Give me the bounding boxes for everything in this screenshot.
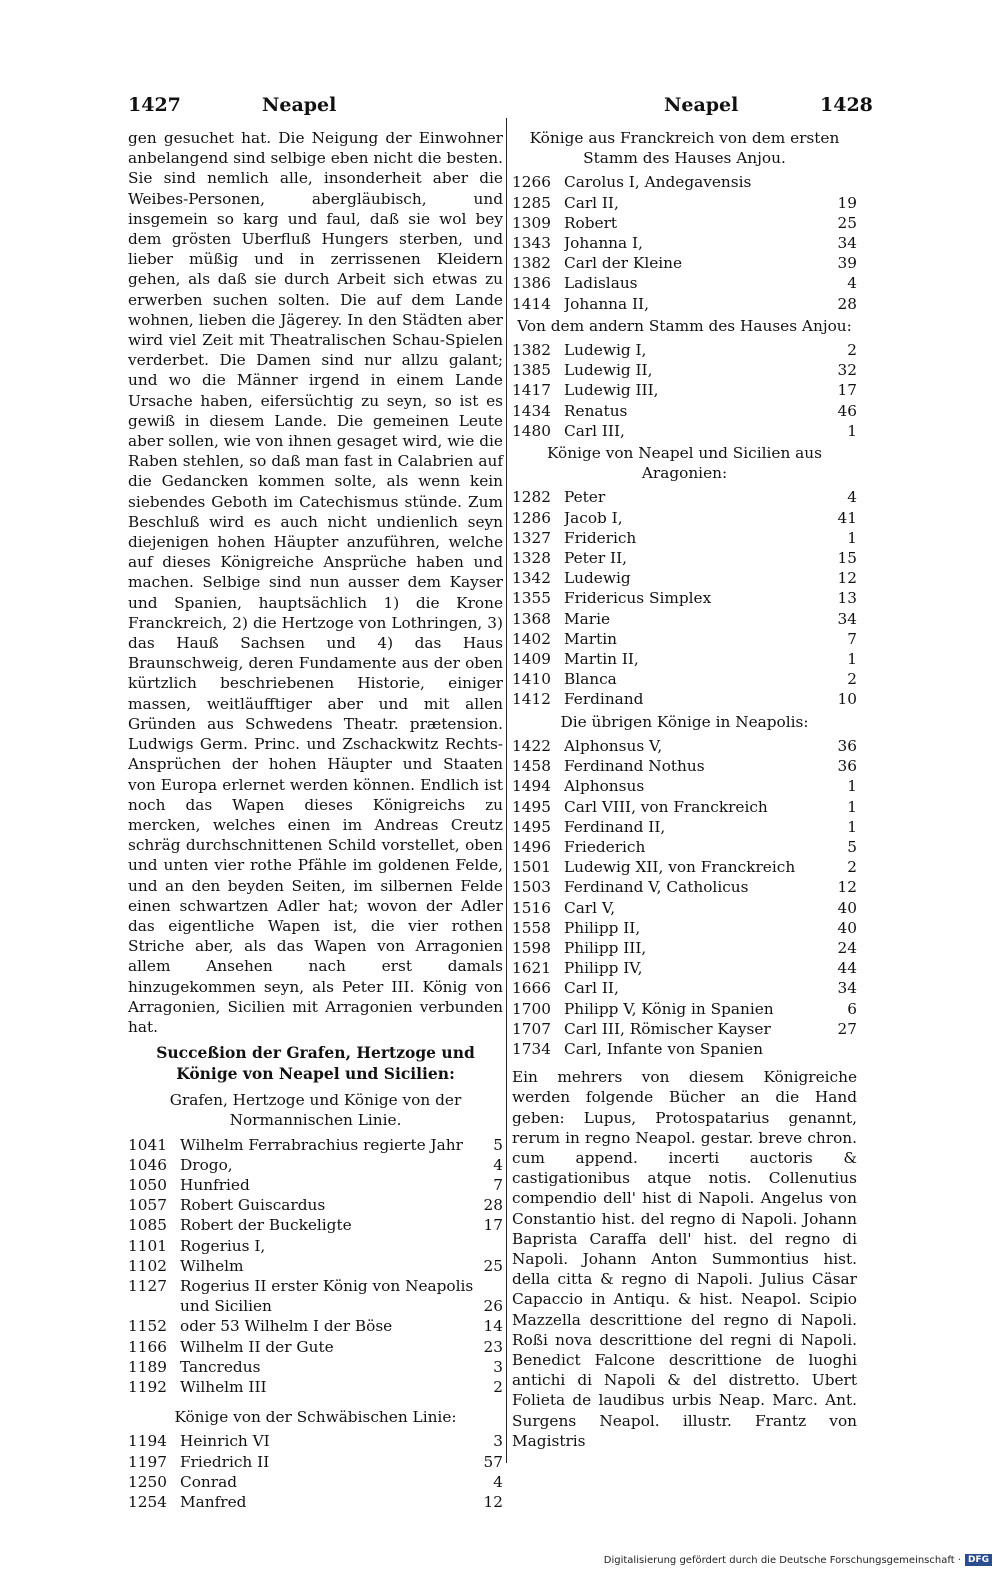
ruler-reign-years: 34 [837,609,857,628]
ruler-row [512,609,857,629]
ruler-year: 1101 [128,1236,167,1255]
ruler-row [512,273,857,293]
ruler-year: 1194 [128,1432,167,1451]
ruler-year: 1496 [512,837,551,856]
ruler-reign-years: 6 [847,999,857,1018]
ruler-row [128,1256,503,1276]
ruler-reign-years: 12 [837,569,857,588]
ruler-name: und Sicilien [180,1297,272,1316]
ruler-reign-years [831,172,857,192]
ruler-row [512,1019,857,1039]
ruler-name: Ludewig I, [564,341,647,360]
ruler-row [128,1337,503,1357]
ruler-row [512,817,857,837]
ruler-reign-years: 26 [483,1297,503,1316]
ruler-reign-years: 7 [847,629,857,648]
ruler-row [128,1215,503,1235]
ruler-year: 1402 [512,629,551,648]
ruler-row [128,1316,503,1336]
ruler-row [512,958,857,978]
ruler-name: Philipp II, [564,918,641,937]
ruler-year: 1046 [128,1155,167,1174]
ruler-reign-years: 28 [483,1196,503,1215]
rest-heading: Die übrigen Könige in Neapolis: [560,712,809,731]
ruler-name: Johanna I, [564,234,643,253]
ruler-name: Hunfried [180,1175,250,1194]
ruler-name: Wilhelm II der Gute [180,1337,334,1356]
ruler-reign-years: 46 [837,401,857,420]
ruler-name: Carl der Kleine [564,254,683,273]
ruler-name: Martin II, [564,650,639,669]
ruler-name: Blanca [564,670,617,689]
ruler-row [512,508,857,528]
ruler-reign-years: 3 [493,1432,503,1451]
ruler-row [128,1431,503,1451]
ruler-year: 1621 [512,959,551,978]
ruler-name: Jacob I, [564,508,623,527]
ruler-year [128,1296,180,1316]
ruler-name: Alphonsus V, [564,736,663,755]
ruler-name: Renatus [564,401,628,420]
ruler-row [128,1135,503,1155]
succession-heading: Succeßion der Grafen, Hertzoge und Könige von Neapel und Sicilien: [156,1043,475,1083]
ruler-reign-years: 1 [847,777,857,796]
ruler-reign-years: 4 [493,1472,503,1491]
ruler-name: Rogerius I, [180,1236,266,1255]
ruler-row [512,233,857,253]
ruler-year: 1495 [512,817,551,836]
ruler-year: 1266 [512,173,551,192]
ruler-row [512,172,857,192]
right-page-number: 1428 [820,94,873,116]
ruler-name: Carolus I, Andegavensis [564,173,752,192]
ruler-reign-years [477,1236,503,1256]
ruler-year: 1516 [512,898,551,917]
ruler-row [512,649,857,669]
ruler-row [128,1296,503,1316]
rest-table [512,736,857,1059]
ruler-name: Robert Guiscardus [180,1196,326,1215]
ruler-row [512,978,857,998]
ruler-reign-years: 40 [837,918,857,937]
ruler-reign-years: 2 [847,670,857,689]
ruler-name: Wilhelm Ferrabrachius regierte Jahr [180,1135,463,1154]
ruler-name: Robert der Buckeligte [180,1216,352,1235]
ruler-reign-years: 2 [847,341,857,360]
ruler-reign-years: 19 [837,193,857,212]
ruler-row [512,528,857,548]
ruler-year: 1041 [128,1135,167,1154]
ruler-name: Ludewig II, [564,361,653,380]
ruler-reign-years: 41 [837,508,857,527]
ruler-name: Ludewig [564,569,631,588]
ruler-name: Martin [564,629,617,648]
ruler-reign-years: 1 [847,797,857,816]
ruler-row [512,689,857,709]
ruler-reign-years: 1 [847,817,857,836]
ruler-year: 1368 [512,609,551,628]
column-divider [506,118,507,1463]
ruler-row [128,1452,503,1472]
ruler-year: 1152 [128,1317,167,1336]
ruler-reign-years: 1 [847,650,857,669]
ruler-row [128,1357,503,1377]
ruler-reign-years: 57 [483,1452,503,1471]
ruler-reign-years: 14 [483,1317,503,1336]
ruler-year: 1102 [128,1256,167,1275]
ruler-row [512,756,857,776]
ruler-reign-years: 24 [837,938,857,957]
ruler-reign-years: 10 [837,690,857,709]
ruler-reign-years: 32 [837,361,857,380]
norman-heading: Grafen, Hertzoge und Könige von der Normannischen Linie. [169,1091,462,1130]
ruler-name: Carl III, [564,421,625,440]
ruler-year: 1309 [512,213,551,232]
ruler-name: Carl III, Römischer Kayser [564,1019,771,1038]
ruler-name: Heinrich VI [180,1432,270,1451]
ruler-row [512,938,857,958]
ruler-reign-years: 1 [847,528,857,547]
ruler-year: 1386 [512,274,551,293]
ruler-name: Ferdinand Nothus [564,757,705,776]
aragon-table [512,487,857,709]
ruler-row [512,588,857,608]
left-page-number: 1427 [128,94,181,116]
ruler-reign-years: 34 [837,979,857,998]
ruler-year: 1501 [512,858,551,877]
ruler-name: Alphonsus [564,777,645,796]
ruler-reign-years: 12 [483,1493,503,1511]
ruler-reign-years: 12 [837,878,857,897]
ruler-year: 1480 [512,421,551,440]
ruler-year: 1355 [512,589,551,608]
ruler-name: Peter [564,488,606,507]
ruler-row [512,253,857,273]
ruler-row [512,797,857,817]
ruler-year: 1700 [512,999,551,1018]
left-body-text: gen gesuchet hat. Die Neigung der Einwohner anbelangend sind selbige eben nicht die besten. Sie sind nemlich alle, insonderheit aber die Weibes-Personen, abergläubisch, und insgemein so karg und faul, daß sie wol bey dem grösten Uberfluß Hungers sterben, und lieber müßig und in zerrissenen Kleidern gehen, als daß sie durch Arbeit sich etwas zu erwerben suchen solten. Die auf dem Lande wohnen, lieben die Jägerey. In den Städten aber wird viel Zeit mit Theatralischen Schau-Spielen verderbet. Die Damen sind nur allzu galant; und wo die Männer irgend in einem Lande Ursache haben, eifersüchtig zu seyn, so ist es gewiß in diesem Lande. Die gemeinen Leute aber sollen, wie von ihnen gesaget wird, wie die Raben stehlen, so daß man fast in Calabrien auf die Gedancken kommen solte, als wenn kein siebendes Geboth im Catechismus stünde. Zum Beschluß wird es auch nicht undienlich seyn diejenigen hohen Häupter anzuführen, welche auf dieses Königreiche Ansprüche haben und machen. Selbige sind nun ausser dem Kayser und Spanien, hauptsächlich 1) die Krone Franckreich, 2) die Hertzoge von Lothringen, 3) das Hauß Sachsen und 4) das Haus Braunschweig, deren Fundamente aus der oben kürtzlich beschriebenen Historie, einiger massen, weitläufftiger aber und mit allen Gründen aus Schwedens Theatr. prætension. Ludwigs Germ. Princ. und Zschackwitz Rechts-Ansprüchen der hohen Häupter und Staaten von Europa erlernet werden können. Endlich ist noch das Wapen dieses Königreichs zu mercken, welches einen im Andreas Creutz schräg durchschnittenen Schild vorstellet, oben und unten vier rothe Pfähle im goldenen Felde, und an den beyden Seiten, im silbernen Felde einen schwartzen Adler hat; wovon der Adler das eigentliche Wapen ist, die vier rothen Striche aber, als das Wapen von Arragonien allem Ansehen nach erst damals hinzugekommen seyn, als Peter III. König von Arragonien, Sicilien mit Arragonien verbunden hat. [128,129,503,1036]
ruler-name: Ferdinand V, Catholicus [564,878,749,897]
ruler-year: 1085 [128,1216,167,1235]
ruler-year: 1734 [512,1039,551,1058]
ruler-year: 1598 [512,938,551,957]
ruler-name: Robert [564,213,618,232]
ruler-row [512,548,857,568]
ruler-name: oder 53 Wilhelm I der Böse [180,1317,393,1336]
ruler-row [128,1472,503,1492]
ruler-row [512,857,857,877]
ruler-reign-years: 4 [493,1155,503,1174]
ruler-name: Conrad [180,1472,237,1491]
ruler-year: 1254 [128,1493,167,1511]
ruler-row [512,294,857,314]
ruler-row [128,1377,503,1397]
ruler-reign-years: 27 [837,1019,857,1038]
aragon-heading: Könige von Neapel und Sicilien aus Aragonien: [547,444,822,483]
ruler-row [512,629,857,649]
ruler-row [512,401,857,421]
ruler-reign-years: 40 [837,898,857,917]
ruler-name: Philipp V, König in Spanien [564,999,774,1018]
ruler-name: Wilhelm III [180,1377,267,1396]
ruler-year: 1342 [512,569,551,588]
ruler-row [512,898,857,918]
ruler-name: Peter II, [564,549,627,568]
ruler-name: Tancredus [180,1357,261,1376]
ruler-row [128,1175,503,1195]
ruler-reign-years [831,1039,857,1059]
ruler-year: 1192 [128,1377,167,1396]
ruler-year: 1343 [512,234,551,253]
ruler-name: Carl, Infante von Spanien [564,1039,763,1058]
ruler-name: Manfred [180,1493,247,1511]
ruler-name: Johanna II, [564,294,649,313]
ruler-row [512,340,857,360]
ruler-name: Ferdinand II, [564,817,666,836]
ruler-year: 1434 [512,401,551,420]
ruler-reign-years: 17 [837,381,857,400]
right-column [512,128,857,1451]
ruler-year: 1495 [512,797,551,816]
ruler-row [128,1195,503,1215]
ruler-row [128,1155,503,1175]
ruler-row [512,736,857,756]
ruler-row [512,918,857,938]
ruler-name: Ludewig XII, von Franckreich [564,858,796,877]
left-column [128,128,503,1512]
ruler-reign-years: 1 [847,421,857,440]
ruler-name: Carl II, [564,193,619,212]
ruler-row [512,360,857,380]
ruler-row [512,837,857,857]
ruler-reign-years: 34 [837,234,857,253]
ruler-year: 1458 [512,757,551,776]
ruler-year: 1282 [512,488,551,507]
ruler-name: Friderich [564,528,637,547]
ruler-row [512,213,857,233]
left-running-title: Neapel [262,94,337,116]
digitization-credit [604,1554,992,1566]
ruler-name: Ferdinand [564,690,644,709]
ruler-name: Carl V, [564,898,616,917]
norman-table [128,1135,503,1398]
ruler-reign-years: 2 [847,858,857,877]
right-running-title: Neapel [664,94,739,116]
ruler-row [128,1492,503,1512]
ruler-reign-years: 7 [493,1175,503,1194]
ruler-row [512,999,857,1019]
ruler-year: 1422 [512,736,551,755]
ruler-year: 1050 [128,1175,167,1194]
ruler-year: 1327 [512,528,551,547]
credit-text: Digitalisierung gefördert durch die Deutsche Forschungsgemeinschaft · [603,1554,961,1566]
ruler-name: Friedrich II [180,1452,270,1471]
ruler-year: 1286 [512,508,551,527]
ruler-reign-years: 39 [837,254,857,273]
ruler-row [512,193,857,213]
ruler-reign-years: 5 [493,1135,503,1154]
dfg-logo: DFG [965,1554,992,1566]
ruler-row [128,1276,503,1296]
ruler-year: 1414 [512,294,551,313]
swabian-table [128,1431,503,1512]
ruler-year: 1197 [128,1452,167,1471]
ruler-reign-years: 17 [483,1216,503,1235]
ruler-year: 1417 [512,381,551,400]
anjou-second-heading: Von dem andern Stamm des Hauses Anjou: [517,316,852,335]
ruler-name: Friederich [564,837,646,856]
ruler-row [512,487,857,507]
right-body-text: Ein mehrers von diesem Königreiche werden folgende Bücher an die Hand geben: Lupus, Protospatarius genannt, rerum in regno Neapol. gestar. breve chron. cum append. incerti auctoris & castigationibus atque notis. Collenutius compendio dell' hist di Napoli. Angelus von Constantio hist. del regno di Napoli. Johann Baprista Caraffa dell' hist. del regno di Napoli. Johann Anton Summontius hist. della citta & regno di Napoli. Julius Cäsar Capaccio in Antiqu. & hist. Neapol. Scipio Mazzella descrittione del regno di Napoli. Roßi nova descrittione del regni di Napoli. Benedict Falcone descrittione de luoghi antichi di Napoli & del distretto. Ubert Folieta de laudibus urbis Neap. Marc. Ant. Surgens Neapol. illustr. Frantz von Magistris [512,1068,857,1450]
ruler-name: Drogo, [180,1155,233,1174]
ruler-year: 1250 [128,1472,167,1491]
ruler-year: 1057 [128,1196,167,1215]
ruler-reign-years: 23 [483,1337,503,1356]
ruler-name: Philipp IV, [564,959,643,978]
ruler-reign-years: 25 [483,1256,503,1275]
ruler-name: Carl II, [564,979,619,998]
ruler-row [512,776,857,796]
ruler-year: 1382 [512,254,551,273]
ruler-year: 1127 [128,1276,167,1295]
ruler-year: 1285 [512,193,551,212]
ruler-name: Rogerius II erster König von Neapolis [180,1276,474,1295]
ruler-year: 1410 [512,670,551,689]
ruler-year: 1412 [512,690,551,709]
ruler-name: Marie [564,609,611,628]
ruler-reign-years: 13 [837,589,857,608]
ruler-reign-years: 28 [837,294,857,313]
ruler-row [512,421,857,441]
ruler-year: 1494 [512,777,551,796]
ruler-reign-years: 25 [837,213,857,232]
ruler-row [512,380,857,400]
ruler-name: Carl VIII, von Franckreich [564,797,768,816]
ruler-reign-years: 36 [837,736,857,755]
france-heading: Könige aus Franckreich von dem ersten Stamm des Hauses Anjou. [529,129,840,168]
ruler-year: 1409 [512,650,551,669]
france-first-table [512,172,857,313]
ruler-reign-years: 5 [847,837,857,856]
ruler-reign-years [477,1276,503,1296]
swabian-heading: Könige von der Schwäbischen Linie: [174,1408,457,1427]
ruler-year: 1382 [512,341,551,360]
ruler-year: 1666 [512,979,551,998]
ruler-year: 1166 [128,1337,167,1356]
ruler-reign-years: 2 [493,1377,503,1396]
ruler-year: 1385 [512,361,551,380]
ruler-name: Philipp III, [564,938,647,957]
ruler-year: 1707 [512,1019,551,1038]
ruler-year: 1558 [512,918,551,937]
ruler-name: Wilhelm [180,1256,244,1275]
ruler-reign-years: 4 [847,488,857,507]
ruler-year: 1189 [128,1357,167,1376]
ruler-row [512,568,857,588]
ruler-name: Ludewig III, [564,381,659,400]
ruler-year: 1328 [512,549,551,568]
ruler-year: 1503 [512,878,551,897]
ruler-name: Ladislaus [564,274,638,293]
ruler-reign-years: 4 [847,274,857,293]
ruler-reign-years: 15 [837,549,857,568]
ruler-reign-years: 44 [837,959,857,978]
ruler-row [512,877,857,897]
ruler-name: Fridericus Simplex [564,589,712,608]
ruler-row [512,1039,857,1059]
ruler-row [512,669,857,689]
ruler-reign-years: 3 [493,1357,503,1376]
ruler-reign-years: 36 [837,757,857,776]
anjou-second-table [512,340,857,441]
ruler-row [128,1236,503,1256]
